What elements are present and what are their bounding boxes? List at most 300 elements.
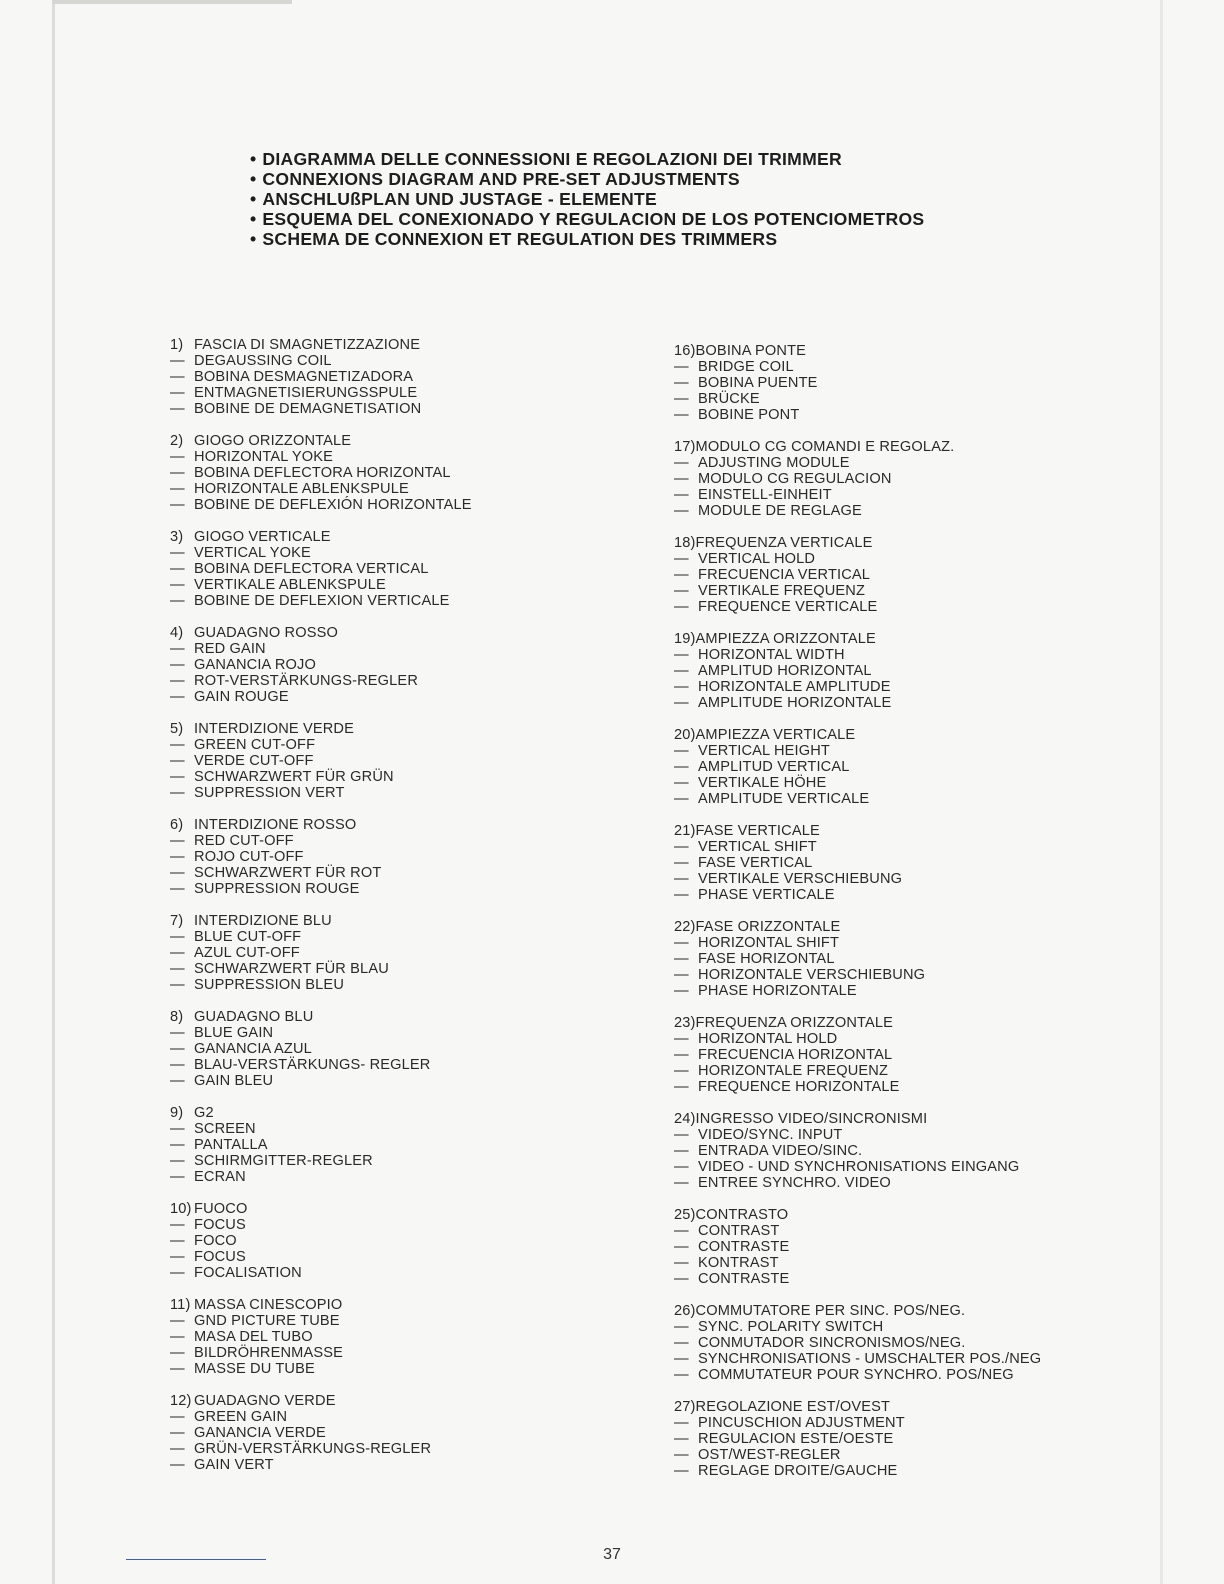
legend-item-translation (674, 375, 1154, 391)
dash: — (170, 577, 185, 593)
translation-text: BRÜCKE (698, 391, 760, 407)
translation-text: ECRAN (194, 1169, 246, 1185)
legend-item-translation (170, 353, 650, 369)
legend-item-title-text: COMMUTATORE PER SINC. POS/NEG. (695, 1303, 966, 1319)
legend-item-title (170, 625, 650, 641)
dash: — (170, 737, 185, 753)
legend-item-translation (674, 1415, 1154, 1431)
legend-item-number: 17) (674, 439, 696, 455)
translation-text: FOCO (194, 1233, 237, 1249)
dash: — (170, 849, 185, 865)
translation-text: HORIZONTALE ABLENKSPULE (194, 481, 409, 497)
dash: — (674, 775, 689, 791)
legend-item (170, 337, 650, 417)
dash: — (674, 551, 689, 567)
title-text: ESQUEMA DEL CONEXIONADO Y REGULACION DE LOS POTENCIOMETROS (262, 209, 925, 229)
translation-text: FOCUS (194, 1249, 246, 1265)
dash: — (170, 593, 185, 609)
dash: — (674, 471, 689, 487)
legend-item-title-text: FREQUENZA VERTICALE (695, 535, 873, 551)
bullet: • (250, 229, 257, 249)
translation-text: CONMUTADOR SINCRONISMOS/NEG. (698, 1335, 966, 1351)
legend-item-translation (674, 1351, 1154, 1367)
legend-item-title (170, 817, 650, 833)
legend-item-number: 18) (674, 535, 696, 551)
translation-text: GAIN VERT (194, 1457, 274, 1473)
legend-item-number: 22) (674, 919, 696, 935)
translation-text: BOBINE DE DEFLEXION VERTICALE (194, 593, 450, 609)
dash: — (674, 647, 689, 663)
translation-text: BOBINA DEFLECTORA VERTICAL (194, 561, 429, 577)
translation-text: SUPPRESSION ROUGE (194, 881, 360, 897)
legend-item-number: 20) (674, 727, 696, 743)
translation-text: REGLAGE DROITE/GAUCHE (698, 1463, 898, 1479)
translation-text: BLUE CUT-OFF (194, 929, 302, 945)
translation-text: VERTICAL HEIGHT (698, 743, 830, 759)
page-number: 37 (603, 1546, 621, 1563)
dash: — (170, 1345, 185, 1361)
dash: — (674, 871, 689, 887)
dash: — (170, 1121, 185, 1137)
translation-text: MASA DEL TUBO (194, 1329, 313, 1345)
page-edge-left (52, 0, 55, 1584)
translation-text: CONTRASTE (698, 1271, 790, 1287)
dash: — (674, 967, 689, 983)
legend-item-title-text: FASE ORIZZONTALE (695, 919, 841, 935)
translation-text: GANANCIA VERDE (194, 1425, 326, 1441)
dash: — (170, 497, 185, 513)
legend-item-translation (170, 465, 650, 481)
legend-item-translation (170, 577, 650, 593)
legend-item (674, 823, 1154, 903)
legend-item-translation (674, 551, 1154, 567)
translation-text: AMPLITUD VERTICAL (698, 759, 850, 775)
legend-item-translation (170, 1041, 650, 1057)
translation-text: PHASE VERTICALE (698, 887, 835, 903)
dash: — (170, 353, 185, 369)
dash: — (170, 769, 185, 785)
translation-text: BILDRÖHRENMASSE (194, 1345, 344, 1361)
dash: — (170, 449, 185, 465)
translation-text: SCREEN (194, 1121, 256, 1137)
translation-text: VERTIKALE VERSCHIEBUNG (698, 871, 903, 887)
dash: — (170, 641, 185, 657)
legend-item-title (170, 913, 650, 929)
dash: — (170, 1361, 185, 1377)
translation-text: PHASE HORIZONTALE (698, 983, 857, 999)
legend-item-title (170, 1201, 650, 1217)
legend-item-title (674, 823, 1154, 839)
legend-item-title-text: AMPIEZZA VERTICALE (695, 727, 856, 743)
dash: — (674, 983, 689, 999)
translation-text: BOBINE PONT (698, 407, 800, 423)
dash: — (674, 791, 689, 807)
legend-item-translation (674, 743, 1154, 759)
legend-item-number: 2) (170, 433, 184, 449)
translation-text: GREEN GAIN (194, 1409, 288, 1425)
legend-item-translation (674, 407, 1154, 423)
legend-item (170, 625, 650, 705)
dash: — (170, 865, 185, 881)
dash: — (674, 679, 689, 695)
legend-item-translation (170, 1137, 650, 1153)
legend-item-translation (674, 775, 1154, 791)
dash: — (170, 1409, 185, 1425)
dash: — (674, 391, 689, 407)
translation-text: RED GAIN (194, 641, 266, 657)
dash: — (170, 1073, 185, 1089)
translation-text: BOBINE DE DEFLEXIÓN HORIZONTALE (194, 497, 472, 513)
legend-item-translation (170, 497, 650, 513)
legend-item-title (674, 439, 1154, 455)
translation-text: HORIZONTAL SHIFT (698, 935, 840, 951)
translation-text: ROT-VERSTÄRKUNGS-REGLER (194, 673, 419, 689)
legend-item-translation (674, 359, 1154, 375)
translation-text: ENTREE SYNCHRO. VIDEO (698, 1175, 891, 1191)
legend-item-translation (170, 1153, 650, 1169)
dash: — (170, 1057, 185, 1073)
legend-item-translation (170, 593, 650, 609)
legend-item-translation (170, 1057, 650, 1073)
dash: — (170, 657, 185, 673)
translation-text: FASE VERTICAL (698, 855, 813, 871)
dash: — (674, 1047, 689, 1063)
translation-text: MODULE DE REGLAGE (698, 503, 862, 519)
translation-text: COMMUTATEUR POUR SYNCHRO. POS/NEG (698, 1367, 1014, 1383)
translation-text: SCHWARZWERT FÜR GRÜN (194, 769, 394, 785)
legend-item-translation (674, 935, 1154, 951)
legend-item (170, 1297, 650, 1377)
dash: — (170, 1169, 185, 1185)
legend-item-translation (170, 929, 650, 945)
translation-text: REGULACION ESTE/OESTE (698, 1431, 894, 1447)
legend-item (170, 433, 650, 513)
dash: — (674, 407, 689, 423)
dash: — (170, 1025, 185, 1041)
dash: — (170, 369, 185, 385)
legend-item (674, 727, 1154, 807)
title-spanish (250, 209, 924, 229)
legend-item-title-text: MASSA CINESCOPIO (194, 1297, 343, 1313)
dash: — (170, 481, 185, 497)
translation-text: BOBINE DE DEMAGNETISATION (194, 401, 422, 417)
translation-text: ENTMAGNETISIERUNGSSPULE (194, 385, 418, 401)
dash: — (674, 1079, 689, 1095)
translation-text: FRECUENCIA VERTICAL (698, 567, 871, 583)
legend-item-translation (674, 1159, 1154, 1175)
title-german (250, 189, 924, 209)
translation-text: ENTRADA VIDEO/SINC. (698, 1143, 863, 1159)
legend-item-translation (170, 657, 650, 673)
translation-text: VERTIKALE HÖHE (698, 775, 827, 791)
legend-item-number: 23) (674, 1015, 696, 1031)
legend-item-title-text: FUOCO (194, 1201, 248, 1217)
dash: — (170, 961, 185, 977)
title-text: ANSCHLUßPLAN UND JUSTAGE - ELEMENTE (262, 189, 657, 209)
dash: — (674, 583, 689, 599)
dash: — (674, 1255, 689, 1271)
dash: — (674, 455, 689, 471)
legend-item-translation (170, 1345, 650, 1361)
translation-text: GAIN ROUGE (194, 689, 289, 705)
legend-item (674, 1015, 1154, 1095)
bullet: • (250, 189, 257, 209)
translation-text: HORIZONTAL YOKE (194, 449, 334, 465)
legend-item-title (170, 1297, 650, 1313)
legend-item (674, 631, 1154, 711)
legend-item-translation (170, 689, 650, 705)
dash: — (674, 487, 689, 503)
dash: — (674, 1463, 689, 1479)
dash: — (170, 1329, 185, 1345)
translation-text: KONTRAST (698, 1255, 779, 1271)
dash: — (674, 375, 689, 391)
dash: — (674, 1271, 689, 1287)
legend-item-translation (674, 567, 1154, 583)
dash: — (170, 977, 185, 993)
legend-item-title (674, 1015, 1154, 1031)
translation-text: BOBINA PUENTE (698, 375, 818, 391)
legend-item-translation (170, 1313, 650, 1329)
dash: — (674, 663, 689, 679)
legend-item-title (674, 1399, 1154, 1415)
translation-text: PINCUSCHION ADJUSTMENT (698, 1415, 905, 1431)
legend-item-title-text: INGRESSO VIDEO/SINCRONISMI (695, 1111, 928, 1127)
legend-item-title-text: INTERDIZIONE BLU (194, 913, 332, 929)
legend-item-number: 21) (674, 823, 696, 839)
translation-text: GRÜN-VERSTÄRKUNGS-REGLER (194, 1441, 432, 1457)
legend-item-title-text: MODULO CG COMANDI E REGOLAZ. (695, 439, 955, 455)
legend-item-number: 3) (170, 529, 184, 545)
dash: — (170, 1457, 185, 1473)
legend-item-title (674, 919, 1154, 935)
legend-item-translation (674, 1063, 1154, 1079)
dash: — (674, 1367, 689, 1383)
legend-item-translation (170, 977, 650, 993)
legend-item-translation (674, 1431, 1154, 1447)
dash: — (170, 1249, 185, 1265)
dash: — (674, 1319, 689, 1335)
legend-item-title (170, 721, 650, 737)
legend-item-translation (170, 1441, 650, 1457)
legend-item-translation (674, 1335, 1154, 1351)
legend-item-number: 1) (170, 337, 184, 353)
dash: — (674, 1239, 689, 1255)
legend-item-translation (170, 1025, 650, 1041)
title-italian (250, 149, 924, 169)
legend-item-translation (674, 487, 1154, 503)
dash: — (674, 1143, 689, 1159)
translation-text: BLUE GAIN (194, 1025, 274, 1041)
translation-text: BOBINA DESMAGNETIZADORA (194, 369, 414, 385)
dash: — (170, 833, 185, 849)
legend-item-number: 12) (170, 1393, 192, 1409)
legend-item-title (674, 1207, 1154, 1223)
legend-item-translation (170, 449, 650, 465)
legend-item-translation (674, 1367, 1154, 1383)
translation-text: VIDEO/SYNC. INPUT (698, 1127, 843, 1143)
legend-item-title (170, 1105, 650, 1121)
legend-item-translation (170, 1217, 650, 1233)
legend-item-translation (674, 1239, 1154, 1255)
legend-item-translation (170, 1329, 650, 1345)
legend-item-translation (674, 1175, 1154, 1191)
legend-item (170, 721, 650, 801)
legend-item-translation (170, 1457, 650, 1473)
legend-item-title (170, 1393, 650, 1409)
dash: — (170, 465, 185, 481)
translation-text: VERTICAL HOLD (698, 551, 816, 567)
dash: — (170, 753, 185, 769)
translation-text: RED CUT-OFF (194, 833, 294, 849)
translation-text: ROJO CUT-OFF (194, 849, 304, 865)
legend-item-title-text: BOBINA PONTE (695, 343, 807, 359)
dash: — (674, 855, 689, 871)
bullet: • (250, 209, 257, 229)
translation-text: VERTICAL YOKE (194, 545, 311, 561)
legend-item-translation (170, 945, 650, 961)
legend-item-translation (674, 1463, 1154, 1479)
translation-text: AMPLITUDE HORIZONTALE (698, 695, 892, 711)
legend-item-translation (170, 481, 650, 497)
dash: — (674, 935, 689, 951)
legend-item-translation (170, 673, 650, 689)
left-column (170, 337, 650, 1489)
legend-item-translation (674, 695, 1154, 711)
legend-item-title (674, 727, 1154, 743)
legend-item-translation (170, 737, 650, 753)
translation-text: FRECUENCIA HORIZONTAL (698, 1047, 893, 1063)
translation-text: GREEN CUT-OFF (194, 737, 316, 753)
legend-item (674, 1399, 1154, 1479)
dash: — (674, 599, 689, 615)
legend-item (170, 1105, 650, 1185)
translation-text: FREQUENCE VERTICALE (698, 599, 878, 615)
legend-item-translation (170, 881, 650, 897)
legend-item-translation (170, 1361, 650, 1377)
translation-text: GANANCIA AZUL (194, 1041, 312, 1057)
legend-item-translation (170, 1233, 650, 1249)
legend-item-title-text: INTERDIZIONE ROSSO (194, 817, 357, 833)
dash: — (170, 545, 185, 561)
dash: — (674, 359, 689, 375)
dash: — (170, 1425, 185, 1441)
legend-item-number: 19) (674, 631, 696, 647)
bullet: • (250, 169, 257, 189)
legend-item (170, 913, 650, 993)
legend-item-translation (674, 1127, 1154, 1143)
legend-item-translation (674, 1223, 1154, 1239)
legend-item-translation (170, 785, 650, 801)
dash: — (170, 1041, 185, 1057)
dash: — (170, 1313, 185, 1329)
dash: — (170, 1137, 185, 1153)
legend-item-translation (170, 545, 650, 561)
translation-text: SCHWARZWERT FÜR BLAU (194, 961, 389, 977)
translation-text: CONTRASTE (698, 1239, 790, 1255)
translation-text: HORIZONTALE VERSCHIEBUNG (698, 967, 926, 983)
legend-item-translation (674, 871, 1154, 887)
translation-text: SCHIRMGITTER-REGLER (194, 1153, 373, 1169)
legend-item (170, 529, 650, 609)
dash: — (170, 1233, 185, 1249)
legend-item-translation (170, 385, 650, 401)
legend-item-translation (674, 887, 1154, 903)
legend-item (674, 1207, 1154, 1287)
legend-item-translation (674, 983, 1154, 999)
legend-item (674, 1303, 1154, 1383)
dash: — (170, 1441, 185, 1457)
legend-item-translation (170, 849, 650, 865)
legend-item-translation (674, 1255, 1154, 1271)
legend-item (674, 1111, 1154, 1191)
translation-text: SYNCHRONISATIONS - UMSCHALTER POS./NEG (698, 1351, 1042, 1367)
title-text: DIAGRAMMA DELLE CONNESSIONI E REGOLAZIONI DEI TRIMMER (262, 149, 842, 169)
translation-text: HORIZONTALE AMPLITUDE (698, 679, 891, 695)
legend-item-translation (170, 833, 650, 849)
dash: — (170, 1153, 185, 1169)
dash: — (170, 945, 185, 961)
translation-text: AMPLITUD HORIZONTAL (698, 663, 872, 679)
translation-text: BLAU-VERSTÄRKUNGS- REGLER (194, 1057, 431, 1073)
dash: — (674, 887, 689, 903)
translation-text: MODULO CG REGULACION (698, 471, 892, 487)
translation-text: VIDEO - UND SYNCHRONISATIONS EINGANG (698, 1159, 1020, 1175)
translation-text: AMPLITUDE VERTICALE (698, 791, 870, 807)
legend-item-translation (170, 1409, 650, 1425)
title-text: SCHEMA DE CONNEXION ET REGULATION DES TRIMMERS (262, 229, 778, 249)
legend-item-title-text: REGOLAZIONE EST/OVEST (695, 1399, 891, 1415)
legend-item-translation (674, 1143, 1154, 1159)
translation-text: MASSE DU TUBE (194, 1361, 315, 1377)
legend-item (674, 343, 1154, 423)
dash: — (674, 1127, 689, 1143)
legend-item-translation (674, 1031, 1154, 1047)
translation-text: BOBINA DEFLECTORA HORIZONTAL (194, 465, 451, 481)
legend-item-number: 10) (170, 1201, 192, 1217)
dash: — (674, 695, 689, 711)
legend-item-title-text: GIOGO VERTICALE (194, 529, 331, 545)
dash: — (674, 1159, 689, 1175)
legend-item (674, 919, 1154, 999)
legend-item-title-text: CONTRASTO (695, 1207, 789, 1223)
translation-text: GANANCIA ROJO (194, 657, 316, 673)
translation-text: VERTIKALE ABLENKSPULE (194, 577, 386, 593)
dash: — (674, 951, 689, 967)
legend-item-title-text: GUADAGNO ROSSO (194, 625, 339, 641)
translation-text: HORIZONTAL HOLD (698, 1031, 838, 1047)
legend-item-title-text: FREQUENZA ORIZZONTALE (695, 1015, 894, 1031)
legend-item-title (170, 1009, 650, 1025)
dash: — (170, 385, 185, 401)
legend-item-number: 16) (674, 343, 696, 359)
footer-line (126, 1559, 266, 1560)
dash: — (170, 673, 185, 689)
dash: — (170, 929, 185, 945)
dash: — (674, 1351, 689, 1367)
translation-text: ADJUSTING MODULE (698, 455, 850, 471)
translation-text: HORIZONTALE FREQUENZ (698, 1063, 889, 1079)
translation-text: FREQUENCE HORIZONTALE (698, 1079, 900, 1095)
dash: — (170, 401, 185, 417)
legend-item-translation (674, 455, 1154, 471)
legend-item-translation (170, 1121, 650, 1137)
legend-item-translation (674, 647, 1154, 663)
legend-item-title-text: GUADAGNO BLU (194, 1009, 314, 1025)
dash: — (674, 503, 689, 519)
legend-item-number: 6) (170, 817, 184, 833)
legend-item-translation (674, 1447, 1154, 1463)
